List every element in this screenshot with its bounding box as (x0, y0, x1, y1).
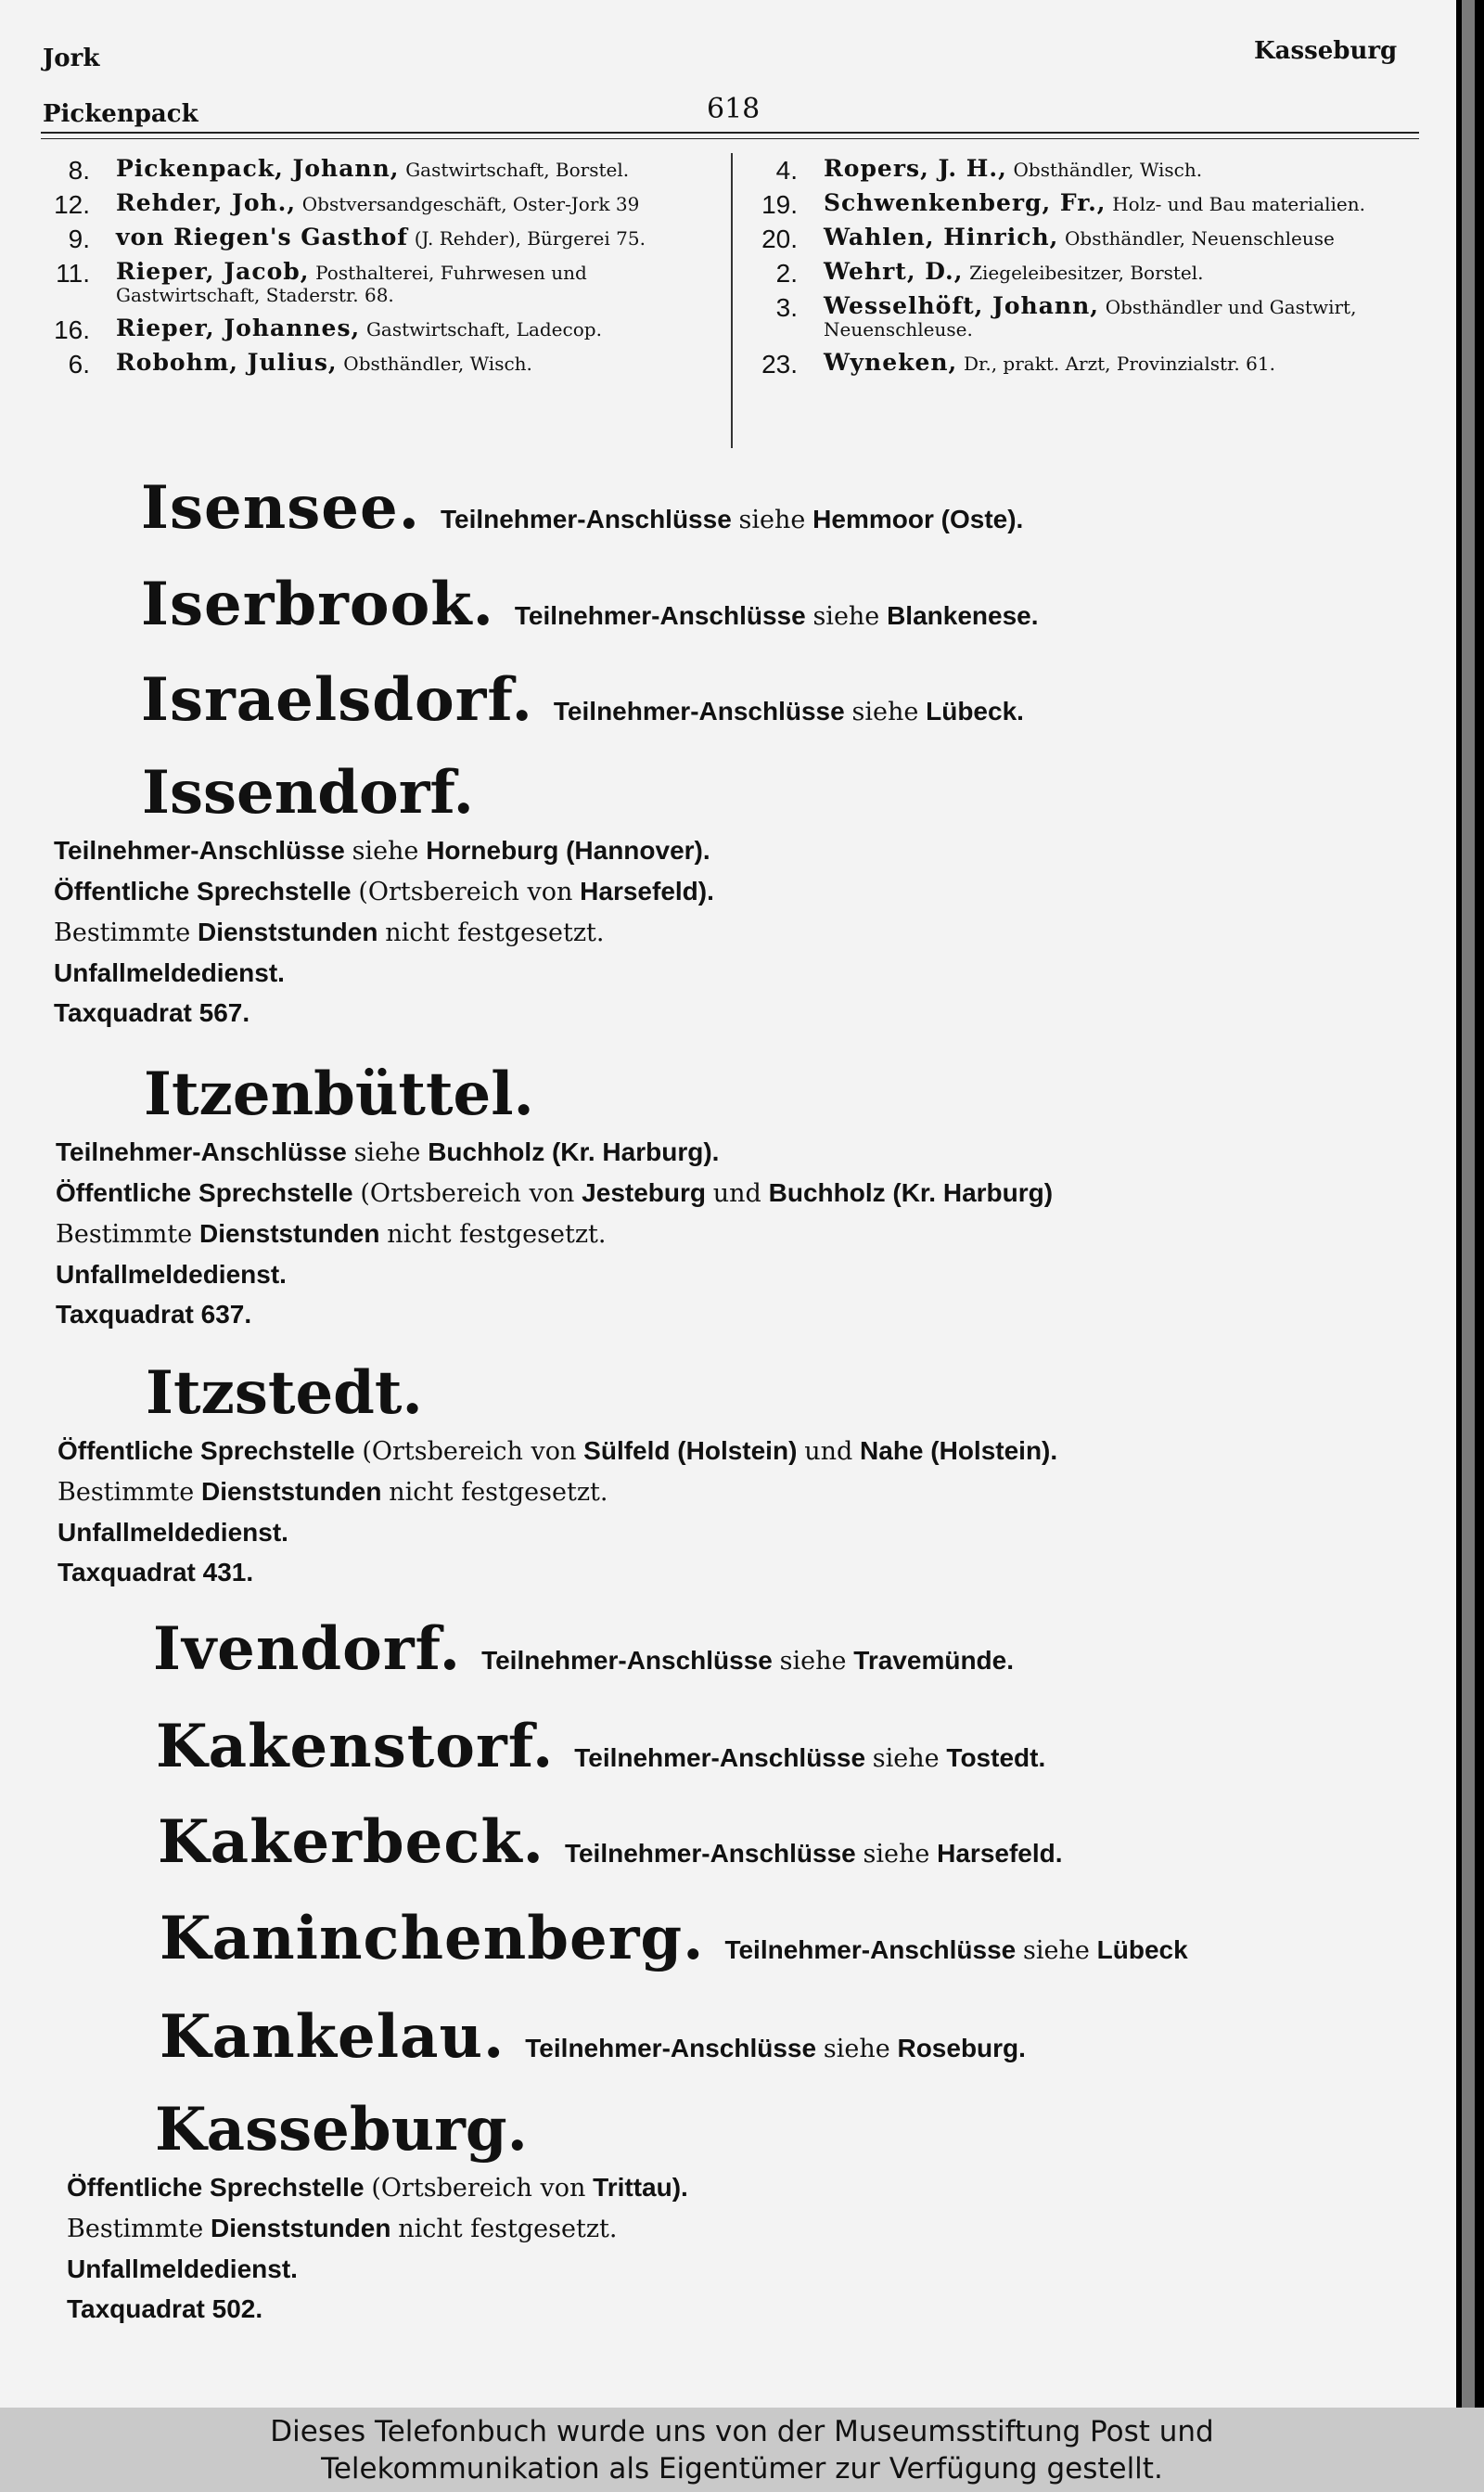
left-column (51, 155, 719, 386)
place-itzstedt: Itzstedt. Öffentliche Sprechstelle (Ortsbereich von Sülfeld (Holstein) und Nahe (Holstein). Bestimmte Dienststunden nicht festgesetzt. Unfallmeldedienst. Taxquadrat 431. (58, 1358, 1058, 1586)
place-name: Ivendorf. (153, 1614, 462, 1684)
place-kakerbeck: Kakerbeck. Teilnehmer-Anschlüsse siehe Harsefeld. (158, 1807, 1063, 1877)
list-item: 2. Wehrt, D., Ziegeleibesitzer, Borstel. (775, 258, 1204, 288)
place-name: Itzenbüttel. (144, 1060, 534, 1129)
place-kasseburg: Kasseburg. Öffentliche Sprechstelle (Ortsbereich von Trittau). Bestimmte Dienststunden nicht festgesetzt. Unfallmeldedienst. Taxquadrat 502. (67, 2095, 688, 2323)
header-rule (41, 132, 1419, 134)
place-name: Kankelau. (160, 2002, 505, 2072)
place-kakenstorf: Kakenstorf. Teilnehmer-Anschlüsse siehe Tostedt. (156, 1712, 1046, 1781)
header-left-top: Jork (43, 45, 100, 72)
list-item: 11. Rieper, Jacob, Posthalterei, Fuhrwesen und Gastwirtschaft, Staderstr. 68. (56, 258, 587, 306)
right-column (759, 155, 1426, 386)
place-name: Kakerbeck. (158, 1807, 544, 1877)
place-kankelau: Kankelau. Teilnehmer-Anschlüsse siehe Roseburg. (160, 2002, 1026, 2072)
list-item: 16. Rieper, Johannes, Gastwirtschaft, Ladecop. (54, 315, 602, 344)
list-item: 9. von Riegen's Gasthof (J. Rehder), Bürgerei 75. (68, 224, 646, 253)
place-kaninchenberg: Kaninchenberg. Teilnehmer-Anschlüsse siehe Lübeck (160, 1904, 1188, 1973)
place-name: Isensee. (141, 473, 420, 543)
place-name: Issendorf. (142, 758, 474, 828)
list-item: 20. Wahlen, Hinrich, Obsthändler, Neuenschleuse (761, 224, 1335, 253)
place-name: Kakenstorf. (156, 1712, 555, 1781)
header-rule-thin (41, 138, 1419, 139)
page-edge (1456, 0, 1484, 2408)
place-issendorf: Issendorf. Teilnehmer-Anschlüsse siehe Horneburg (Hannover). Öffentliche Sprechstelle (Ortsbereich von Harsefeld). Bestimmte Dienststunden nicht festgesetzt. Unfallmeldedienst. Taxquadrat 567. (54, 758, 714, 1027)
footer-line-1: Dieses Telefonbuch wurde uns von der Museumsstiftung Post und (270, 2415, 1214, 2448)
footer-line-2: Telekommunikation als Eigentümer zur Verfügung gestellt. (321, 2452, 1163, 2486)
place-isensee: Isensee. Teilnehmer-Anschlüsse siehe Hemmoor (Oste). (141, 473, 1024, 543)
header-left-bottom: Pickenpack (43, 100, 198, 128)
place-iserbrook: Iserbrook. Teilnehmer-Anschlüsse siehe Blankenese. (141, 570, 1039, 639)
place-israelsdorf: Israelsdorf. Teilnehmer-Anschlüsse siehe Lübeck. (141, 665, 1024, 735)
place-name: Israelsdorf. (141, 665, 533, 735)
header-right-top: Kasseburg (1254, 37, 1398, 65)
list-item: 6. Robohm, Julius, Obsthändler, Wisch. (68, 349, 532, 379)
place-name: Kaninchenberg. (160, 1904, 705, 1973)
place-itzenbuettel: Itzenbüttel. Teilnehmer-Anschlüsse siehe Buchholz (Kr. Harburg). Öffentliche Sprechstelle (Ortsbereich von Jesteburg und Buchholz (Kr. Harburg) Bestimmte Dienststunden nicht festgesetzt. Unfallmeldedienst. Taxquadrat 637. (56, 1060, 1054, 1329)
list-item: 3. Wesselhöft, Johann, Obsthändler und Gastwirt, Neuenschleuse. (775, 292, 1357, 340)
place-name: Iserbrook. (141, 570, 494, 639)
place-name: Itzstedt. (146, 1358, 423, 1428)
list-item: 4. Ropers, J. H., Obsthändler, Wisch. (775, 155, 1203, 185)
footer-notice (0, 2408, 1484, 2492)
list-item: 8. Pickenpack, Johann, Gastwirtschaft, Borstel. (68, 155, 630, 185)
list-item: 12. Rehder, Joh., Obstversandgeschäft, Oster-Jork 39 (54, 189, 640, 219)
column-divider (731, 153, 733, 448)
place-name: Kasseburg. (155, 2095, 528, 2164)
place-ivendorf: Ivendorf. Teilnehmer-Anschlüsse siehe Travemünde. (153, 1614, 1014, 1684)
list-item: 23. Wyneken, Dr., prakt. Arzt, Provinzialstr. 61. (761, 349, 1275, 379)
page-number: 618 (707, 93, 761, 125)
page-edge-strip (1462, 0, 1475, 2408)
list-item: 19. Schwenkenberg, Fr., Holz- und Bau materialien. (761, 189, 1366, 219)
